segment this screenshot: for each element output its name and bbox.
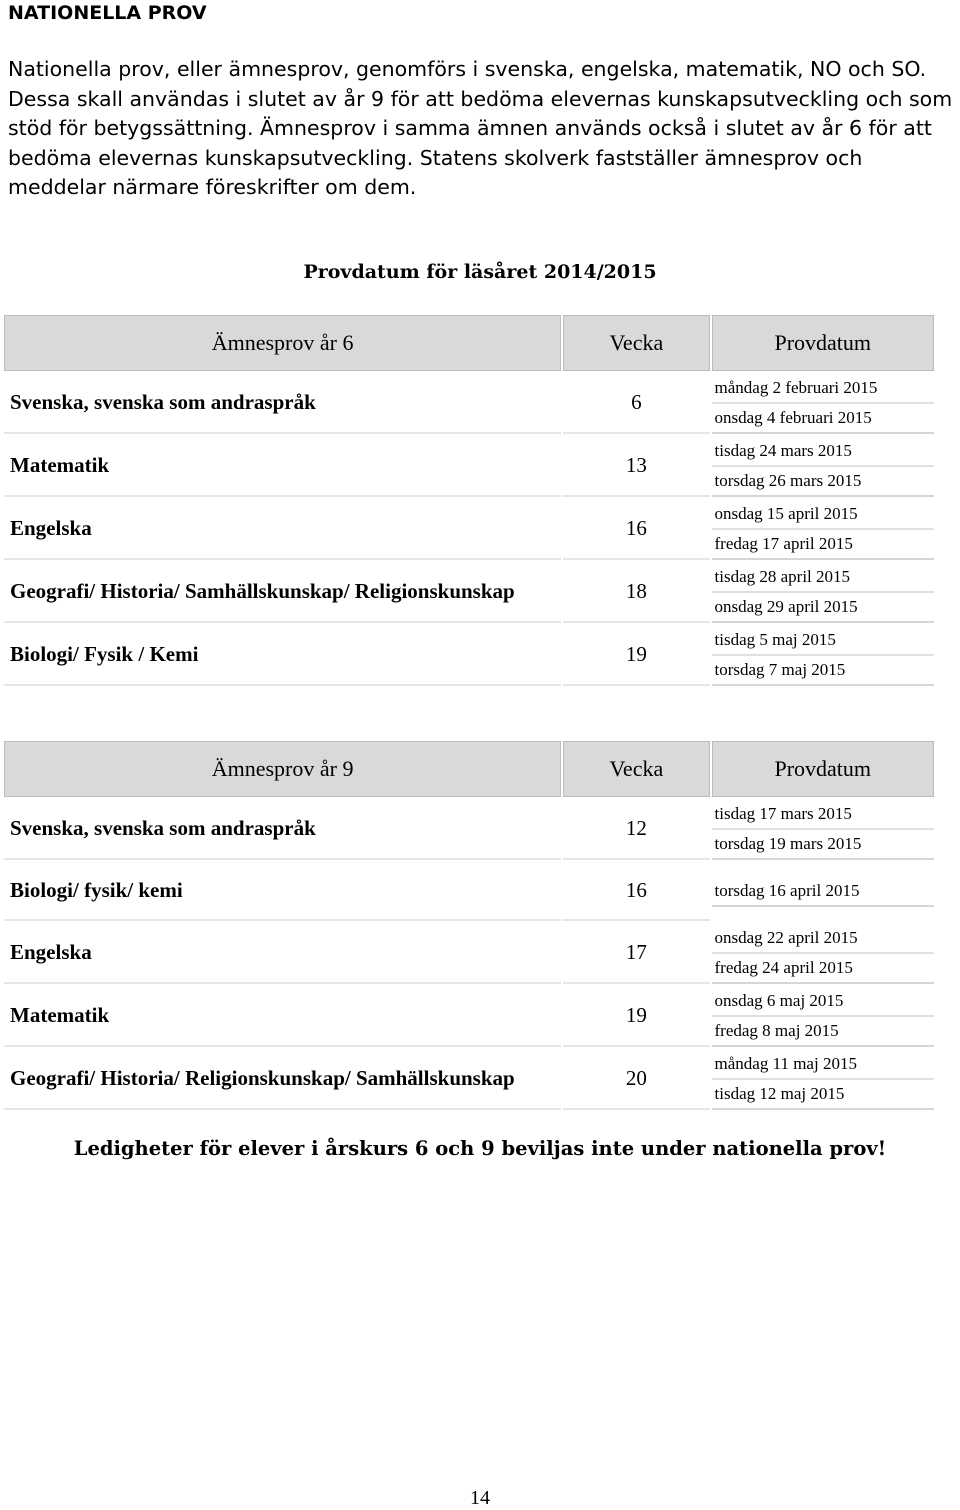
page-number: 14 xyxy=(470,1487,490,1509)
subject-cell: Matematik xyxy=(4,986,561,1047)
dates-cell xyxy=(712,373,934,434)
table-header-row xyxy=(4,741,934,797)
exam-date: torsdag 19 mars 2015 xyxy=(712,830,934,860)
table-row xyxy=(4,436,934,497)
exam-date: måndag 11 maj 2015 xyxy=(712,1050,934,1080)
exam-date: onsdag 15 april 2015 xyxy=(712,500,934,530)
subject-cell: Geografi/ Historia/ Religionskunskap/ Samhällskunskap xyxy=(4,1049,561,1110)
subject-cell: Biologi/ Fysik / Kemi xyxy=(4,625,561,686)
intro-paragraph: Nationella prov, eller ämnesprov, genomförs i svenska, engelska, matematik, NO och SO. Dessa skall användas i slutet av år 9 för att bedöma elevernas kunskapsutveckling och som stöd för betygssättning. Ämnesprov i samma ämnen används också i slutet av år 6 för att bedöma elevernas kunskapsutveckling. Statens skolverk fastställer ämnesprov och meddelar närmare föreskrifter om dem. xyxy=(8,57,953,199)
exam-date: onsdag 22 april 2015 xyxy=(712,924,934,954)
exam-date: onsdag 4 februari 2015 xyxy=(712,404,934,434)
dates-cell xyxy=(712,562,934,623)
exam-date: tisdag 24 mars 2015 xyxy=(712,437,934,467)
dates-cell xyxy=(712,862,934,921)
exam-date: tisdag 28 april 2015 xyxy=(712,563,934,593)
week-cell: 16 xyxy=(563,862,709,921)
exam-table-year-6 xyxy=(2,313,936,688)
subject-cell: Svenska, svenska som andraspråk xyxy=(4,373,561,434)
week-cell: 19 xyxy=(563,986,709,1047)
week-cell: 17 xyxy=(563,923,709,984)
subject-cell: Engelska xyxy=(4,499,561,560)
dates-cell xyxy=(712,499,934,560)
header-dates: Provdatum xyxy=(712,741,934,797)
dates-cell xyxy=(712,625,934,686)
header-subject: Ämnesprov år 9 xyxy=(4,741,561,797)
week-cell: 6 xyxy=(563,373,709,434)
subject-cell: Matematik xyxy=(4,436,561,497)
table-body xyxy=(4,799,934,1110)
table-row xyxy=(4,799,934,860)
header-dates: Provdatum xyxy=(712,315,934,371)
exam-table-year-9 xyxy=(2,739,936,1112)
subject-cell: Engelska xyxy=(4,923,561,984)
week-cell: 13 xyxy=(563,436,709,497)
schedule-title: Provdatum för läsåret 2014/2015 xyxy=(303,261,657,283)
exam-date: fredag 24 april 2015 xyxy=(712,954,934,984)
exam-date: onsdag 6 maj 2015 xyxy=(712,987,934,1017)
week-cell: 16 xyxy=(563,499,709,560)
exam-date: tisdag 17 mars 2015 xyxy=(712,800,934,830)
leave-notice: Ledigheter för elever i årskurs 6 och 9 beviljas inte under nationella prov! xyxy=(73,1137,887,1160)
dates-cell xyxy=(712,986,934,1047)
week-cell: 19 xyxy=(563,625,709,686)
table-body xyxy=(4,373,934,686)
dates-cell xyxy=(712,1049,934,1110)
table-row xyxy=(4,499,934,560)
table-row xyxy=(4,923,934,984)
table-row xyxy=(4,1049,934,1110)
exam-date: tisdag 5 maj 2015 xyxy=(712,626,934,656)
dates-cell xyxy=(712,799,934,860)
table-header-row xyxy=(4,315,934,371)
exam-date: torsdag 7 maj 2015 xyxy=(712,656,934,686)
table-row xyxy=(4,986,934,1047)
exam-date: onsdag 29 april 2015 xyxy=(712,593,934,623)
exam-date: torsdag 26 mars 2015 xyxy=(712,467,934,497)
page-heading: NATIONELLA PROV xyxy=(8,2,207,24)
exam-date: torsdag 16 april 2015 xyxy=(712,877,934,907)
week-cell: 20 xyxy=(563,1049,709,1110)
header-subject: Ämnesprov år 6 xyxy=(4,315,561,371)
dates-cell xyxy=(712,923,934,984)
exam-date: fredag 8 maj 2015 xyxy=(712,1017,934,1047)
table-row xyxy=(4,625,934,686)
table-row xyxy=(4,373,934,434)
dates-cell xyxy=(712,436,934,497)
header-week: Vecka xyxy=(563,741,709,797)
subject-cell: Geografi/ Historia/ Samhällskunskap/ Religionskunskap xyxy=(4,562,561,623)
subject-cell: Biologi/ fysik/ kemi xyxy=(4,862,561,921)
week-cell: 12 xyxy=(563,799,709,860)
exam-date: fredag 17 april 2015 xyxy=(712,530,934,560)
subject-cell: Svenska, svenska som andraspråk xyxy=(4,799,561,860)
exam-date: måndag 2 februari 2015 xyxy=(712,374,934,404)
week-cell: 18 xyxy=(563,562,709,623)
header-week: Vecka xyxy=(563,315,709,371)
exam-date: tisdag 12 maj 2015 xyxy=(712,1080,934,1110)
table-row xyxy=(4,562,934,623)
table-row xyxy=(4,862,934,921)
